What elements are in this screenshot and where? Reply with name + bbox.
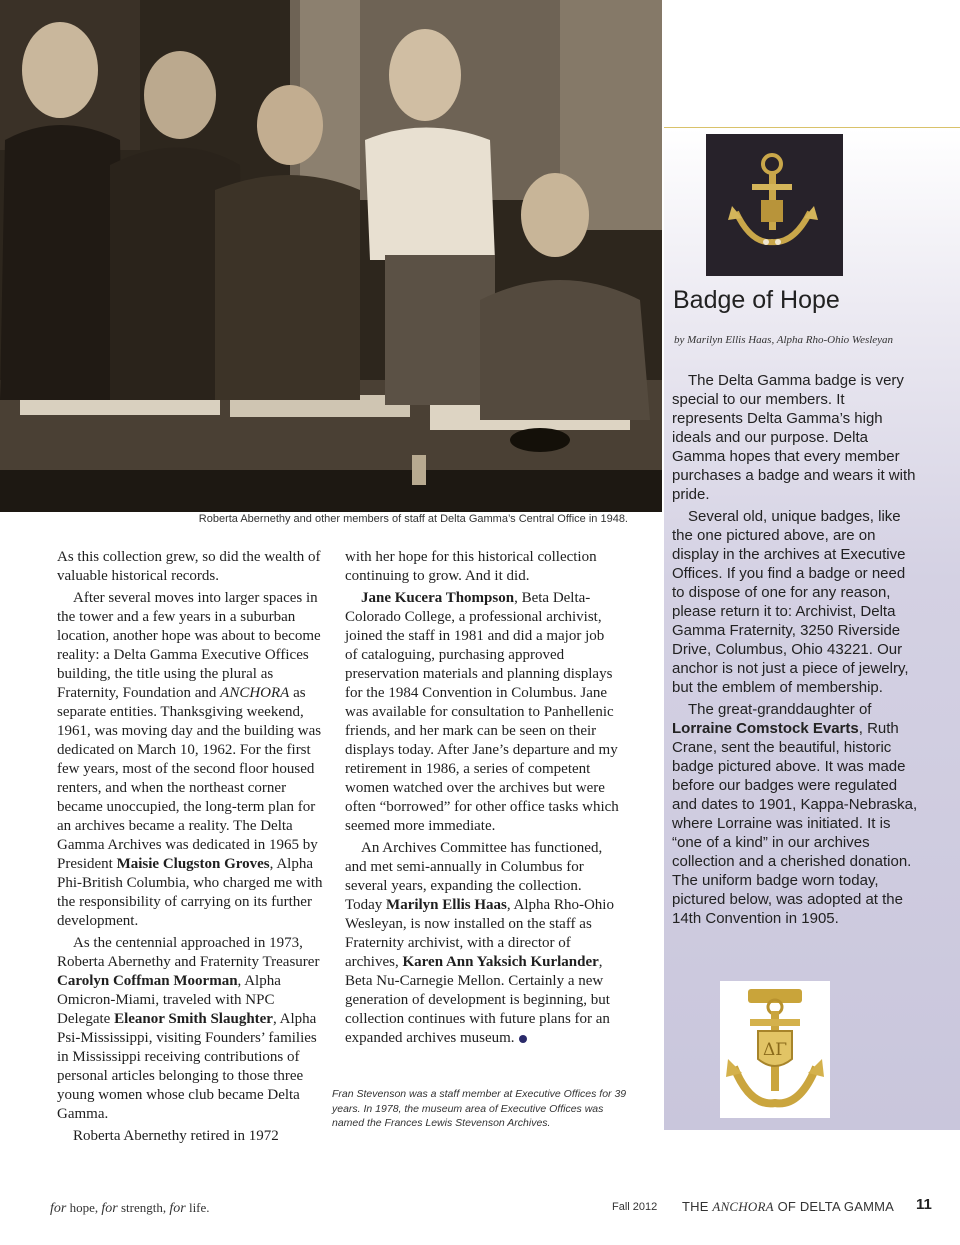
article-paragraph: Roberta Abernethy retired in 1972 — [73, 1128, 279, 1144]
text-run: , Alpha Psi-Mississippi, visiting Founders’ families in Mississippi receiving contributions of personal articles belonging to those three young women whose club became Delta Gamma. — [57, 1011, 317, 1122]
text-run: , Beta Nu-Carnegie Mellon. Certainly a new generation of development is beginning, but collection continues with future plans for an expanded archives museum. — [345, 954, 610, 1046]
text-run: , Alpha Rho-Ohio Wesleyan, is now installed on the staff as Fraternity archivist, with a director of archives, — [345, 897, 614, 970]
historic-badge-image — [706, 134, 843, 276]
text-run: , Ruth Crane, sent the beautiful, historic badge pictured above. It was made before our badges were regulated and dates to 1901, Kappa-Nebraska, where Lorraine was initiated. It is “one of a kind” in our archives collection and a cherished donation. The uniform badge worn today, pictured below, was adopted at the 14th Convention in 1905. — [672, 720, 918, 927]
uniform-badge-image — [720, 981, 830, 1118]
member-name: Jane Kucera Thompson — [361, 590, 515, 606]
text-run: , Beta Delta-Colorado College, a professional archivist, joined the staff in 1981 and did a major job of cataloguing, purchasing approved preservation materials and planning displays for the 1984 Convention in Columbus. Jane was available for consultation to Panhellenic friends, and her mark can be seen on their displays today. After Jane’s departure and my retirement in 1986, a series of competent women watched over the archives but were often “borrowed” for other office tasks which seemed more immediate. — [345, 590, 619, 834]
article-paragraph: with her hope for this historical collection continuing to grow. And it did. — [345, 549, 597, 584]
sidebar-paragraph — [672, 700, 918, 928]
article-column-2 — [345, 548, 620, 1051]
text-run: for — [50, 1201, 67, 1216]
member-name: Maisie Clugston Groves — [116, 856, 270, 872]
text-run: hope, — [66, 1200, 102, 1215]
text-run: THE — [682, 1199, 713, 1214]
svg-text:ΔΓ: ΔΓ — [762, 1040, 788, 1060]
text-run: OF DELTA GAMMA — [773, 1199, 895, 1214]
article-paragraph — [57, 934, 327, 1124]
member-name: Marilyn Ellis Haas — [386, 897, 507, 913]
text-run: as separate entities. Thanksgiving weekend, 1961, was moving day and the building was dedicated on March 10, 1962. For the first few years, most of the second floor housed renters, and when the northeast corner became unoccupied, the long-term plan for an archives became a reality. The Delta Gamma Archives was dedicated in 1965 by President — [57, 685, 322, 872]
text-run: , Alpha Phi-British Columbia, who charged me with the responsibility of carrying on its further development. — [57, 856, 323, 929]
author-note: Fran Stevenson was a staff member at Executive Offices for 39 years. In 1978, the museum area of Executive Offices was named the Frances Lewis Stevenson Archives. — [332, 1088, 627, 1129]
text-run: An Archives Committee has functioned, and met semi-annually in Columbus for several years, expanding the collection. Today — [345, 840, 603, 913]
article-column-1 — [57, 548, 327, 1149]
member-name: Carolyn Coffman Moorman — [57, 973, 238, 989]
footer-tagline — [50, 1200, 210, 1217]
sidebar-title: Badge of Hope — [673, 286, 840, 314]
end-mark-icon — [519, 1035, 527, 1043]
magazine-name: ANCHORA — [220, 685, 290, 701]
historic-staff-photo — [0, 0, 662, 512]
sidebar-paragraph: The Delta Gamma badge is very special to our members. It represents Delta Gamma’s high ideals and our purpose. Delta Gamma hopes that every member purchases a badge and wears it with pride. — [672, 372, 916, 503]
article-paragraph — [345, 839, 620, 1048]
article-paragraph: As this collection grew, so did the wealth of valuable historical records. — [57, 549, 321, 584]
article-paragraph — [57, 589, 327, 931]
badge-of-hope-sidebar — [664, 0, 960, 1130]
sidebar-byline: by Marilyn Ellis Haas, Alpha Rho-Ohio Wesleyan — [674, 334, 894, 346]
member-name: Lorraine Comstock Evarts — [672, 720, 859, 737]
text-run: As the centennial approached in 1973, Roberta Abernethy and Fraternity Treasurer — [57, 935, 320, 970]
page-number: 11 — [916, 1196, 932, 1213]
sidebar-body — [672, 371, 918, 931]
text-run: ANCHORA — [712, 1199, 774, 1214]
text-run: After several moves into larger spaces in the tower and a few years in a suburban location, another hope was about to become reality: a Delta Gamma Executive Offices building, the title using the plural as Fraternity, Foundation and — [57, 590, 321, 701]
footer-magazine-title — [682, 1199, 894, 1215]
footer-issue: Fall 2012 — [612, 1201, 658, 1213]
text-run: life. — [185, 1200, 210, 1215]
text-run: for — [101, 1201, 118, 1216]
text-run: for — [169, 1201, 186, 1216]
text-run: , Alpha Omicron-Miami, traveled with NPC Delegate — [57, 973, 281, 1027]
member-name: Karen Ann Yaksich Kurlander — [402, 954, 599, 970]
sidebar-paragraph: Several old, unique badges, like the one pictured above, are on display in the archives at Executive Offices. If you find a badge or need to dispose of one for any reason, please return it to: Archivist, Delta Gamma Fraternity, 3250 Riverside Drive, Columbus, Ohio 43221. Our anchor is not just a piece of jewelry, but the emblem of membership. — [672, 508, 909, 696]
sidebar-top-space — [664, 0, 960, 127]
text-run: strength, — [117, 1200, 170, 1215]
photo-caption: Roberta Abernethy and other members of staff at Delta Gamma’s Central Office in 1948. — [198, 513, 628, 525]
member-name: Eleanor Smith Slaughter — [114, 1011, 273, 1027]
text-run: The great-granddaughter of — [688, 701, 872, 718]
article-paragraph — [345, 589, 620, 836]
